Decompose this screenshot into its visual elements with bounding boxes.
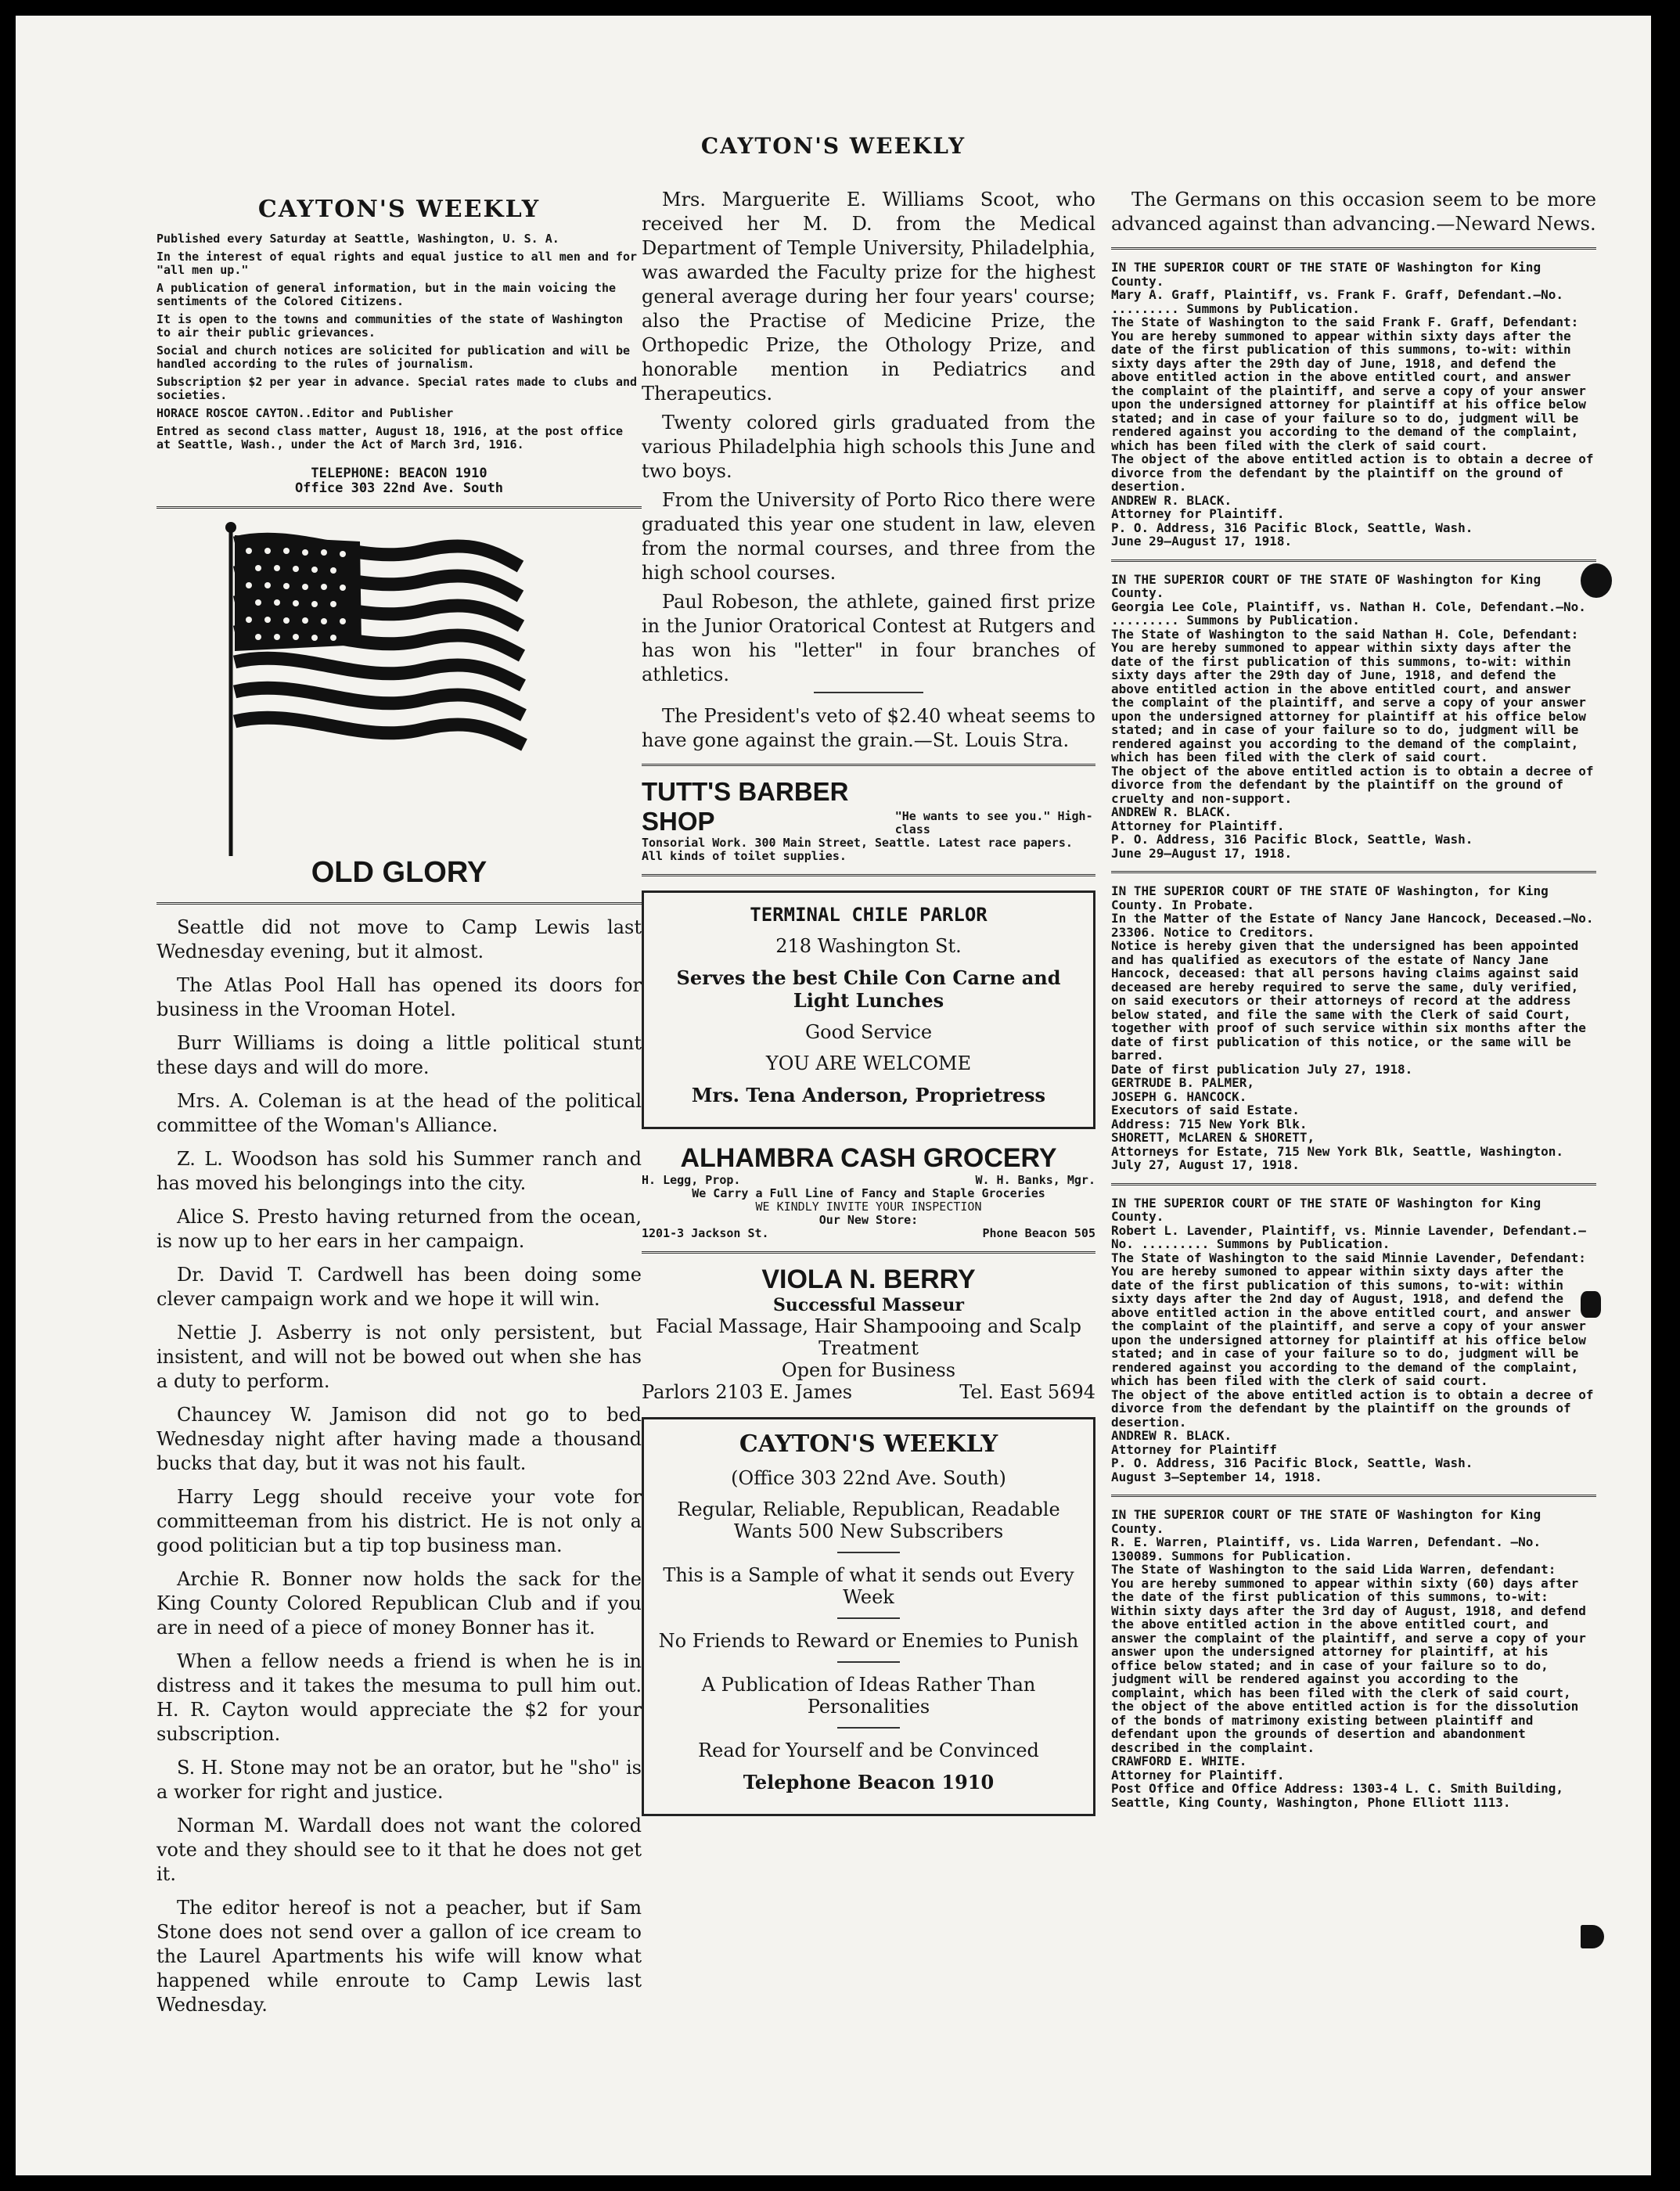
news-item: S. H. Stone may not be an orator, but he "sho" is a worker for right and justice. — [156, 1757, 642, 1803]
divider — [156, 506, 642, 509]
alhambra-title: ALHAMBRA CASH GROCERY — [680, 1143, 1057, 1173]
legal-notice: IN THE SUPERIOR COURT OF THE STATE OF Washington for King County. Georgia Lee Cole, Plaintiff, vs. Nathan H. Cole, Defendant.—No. ......... Summons by Publication. The State of Washington to the said Nathan H. Cole, Defendant: You are hereby summoned to appear within sixty days after the date of the first publication of this summons, to-wit: within sixty days after the 29th day of June, 1918, and defend the above entitled action in the above entitled court, and answer the complaint of the plaintiff, and serve a copy of your answer upon the undersigned attorney for plaintiff at his office below stated; and in case of your failure so to do, judgment will be rendered against you according to the demand of the complaint, which has been filed with the clerk of said court. The object of the above entitled action is to obtain a decree of divorce from the defendant by the plaintiff on the ground of cruelty and non-support. ANDREW R. BLACK. Attorney for Plaintiff. P. O. Address, 316 Pacific Block, Seattle, Wash. June 29—August 17, 1918. — [1111, 571, 1594, 861]
short-rule — [814, 692, 923, 693]
short-rule — [837, 1727, 900, 1729]
viola-tel: Tel. East 5694 — [959, 1381, 1095, 1403]
promo-line: No Friends to Reward or Enemies to Punish — [658, 1630, 1079, 1652]
masthead-line: Subscription $2 per year in advance. Special rates made to clubs and societies. — [156, 375, 638, 402]
masthead-line: In the interest of equal rights and equal justice to all men and for "all men up." — [156, 250, 638, 277]
promo-office: (Office 303 22nd Ave. South) — [731, 1467, 1006, 1489]
viola-ad — [642, 1265, 1095, 1403]
news-item: Seattle did not move to Camp Lewis last Wednesday evening, but it almost. — [156, 916, 642, 962]
news-item: Alice S. Presto having returned from the ocean, is now up to her ears in her campaign. — [156, 1206, 642, 1252]
promo-line: A Publication of Ideas Rather Than Personalities — [701, 1674, 1036, 1718]
news-item: Mrs. Marguerite E. Williams Scoot, who received her M. D. from the Medical Department of Temple University, Philadelphia, was awarded the Faculty prize for the highest general average during her four years' course; also the Practise of Medicine Prize, the Orthopedic Prize, the Othology Prize, and honorable mention in Pediatrics and Therapeutics. — [642, 189, 1095, 405]
us-flag-icon — [156, 520, 642, 856]
tutts-text: Tonsorial Work. 300 Main Street, Seattle. Latest race papers. All kinds of toilet supplies. — [642, 836, 1073, 863]
alhambra-ad — [642, 1143, 1095, 1240]
alhambra-line1: We Carry a Full Line of Fancy and Staple Groceries — [692, 1186, 1045, 1200]
chile-proprietress: Mrs. Tena Anderson, Proprietress — [691, 1084, 1046, 1106]
chile-service: Good Service — [804, 1021, 933, 1043]
viola-open: Open for Business — [781, 1359, 956, 1381]
news-item: The Atlas Pool Hall has opened its doors for business in the Vrooman Hotel. — [156, 974, 642, 1020]
ink-blot — [1581, 563, 1612, 598]
masthead-telephone: TELEPHONE: BEACON 1910 — [311, 466, 487, 481]
masthead-line: Published every Saturday at Seattle, Washington, U. S. A. — [156, 232, 559, 246]
alhambra-line3: Our New Store: — [818, 1213, 919, 1227]
viola-services: Facial Massage, Hair Shampooing and Scalp Treatment — [655, 1315, 1082, 1359]
masthead-title: CAYTON'S WEEKLY — [257, 196, 541, 223]
divider — [642, 1251, 1095, 1254]
column-2-news — [642, 188, 1095, 753]
divider — [642, 764, 1095, 766]
running-head: CAYTON'S WEEKLY — [700, 133, 966, 159]
alhambra-mgr: W. H. Banks, Mgr. — [975, 1173, 1095, 1187]
alhambra-address: 1201-3 Jackson St. — [642, 1226, 769, 1240]
legal-notice: IN THE SUPERIOR COURT OF THE STATE OF Washington, for King County. In Probate. In the Matter of the Estate of Nancy Jane Hancock, Deceased.—No. 23306. Notice to Creditors. Notice is hereby given that the undersigned has been appointed and has qualified as executors of the estate of Nancy Jane Hancock, deceased: that all persons having claims against said deceased are hereby required to serve the same, duly verified, on said executors or their attorneys of record at the address below stated, and file the same with the Clerk of said Court, together with proof of such service within six months after the date of first publication of this notice, or the same will be barred. Date of first publication July 27, 1918. GERTRUDE B. PALMER, JOSEPH G. HANCOCK. Executors of said Estate. Address: 715 New York Blk. SHORETT, McLAREN & SHORETT, Attorneys for Estate, 715 New York Blk, Seattle, Washington. July 27, August 17, 1918. — [1111, 883, 1594, 1172]
divider — [1111, 1183, 1596, 1185]
news-item: Dr. David T. Cardwell has been doing some clever campaign work and we hope it will win. — [156, 1264, 642, 1310]
promo-line: Read for Yourself and be Convinced — [698, 1739, 1039, 1761]
legal-notice: IN THE SUPERIOR COURT OF THE STATE OF Washington for King County. Robert L. Lavender, Plaintiff, vs. Minnie Lavender, Defendant.—No. ......... Summons by Publication. The State of Washington to the said Minnie Lavender, Defendant: You are hereby sumoned to appear within sixty days after the date of the first publication of this sumons, to-wit: within sixty days after the 2nd day of August, 1918, and defend the above entitled action in the above entitled court, and answer the complaint of the plaintiff, and serve a copy of your answer upon the undersigned attorney for plaintiff at his office below stated; and in case of your failure so to do, judgment will be rendered against you according to the demand of the complaint, which has been filed with the clerk of said court. The object of the above entitled action is to obtain a decree of divorce from the defendant by the plaintiff on the grounds of desertion. ANDREW R. BLACK. Attorney for Plaintiff P. O. Address, 316 Pacific Block, Seattle, Wash. August 3—September 14, 1918. — [1111, 1195, 1594, 1484]
flag-illustration — [156, 520, 642, 856]
masthead-line: Social and church notices are solicited for publication and will be handled according to the rules of journalism. — [156, 344, 631, 371]
column-1 — [156, 188, 642, 2027]
promo-telephone: Telephone Beacon 1910 — [743, 1771, 995, 1793]
masthead — [156, 196, 642, 495]
divider — [1111, 247, 1596, 250]
divider — [1111, 1495, 1596, 1497]
alhambra-prop: H. Legg, Prop. — [642, 1173, 741, 1187]
promo-line: This is a Sample of what it sends out Every Week — [663, 1564, 1074, 1608]
caytons-promo-ad — [642, 1417, 1095, 1816]
legal-notice: IN THE SUPERIOR COURT OF THE STATE OF Washington for King County. R. E. Warren, Plaintiff, vs. Lida Warren, Defendant. —No. 130089. Summons for Publication. The State of Washington to the said Lida Warren, defendant: You are hereby summoned to appear within sixty (60) days after the date of the first publication of this summons, to-wit: Within sixty days after the 3rd day of August, 1918, and defend the above entitled action in the above entitled court, and answer the complaint of the plaintiff, and serve a copy of your answer upon the undersigned attorney for plaintiff, at his office below stated; and in case of your failure so to do, judgment will be rendered against you according to the complaint, which has been filed with the clerk of said court, the object of the above entitled action is for the dissolution of the bonds of matrimony existing between plaintiff and defendant upon the grounds of desertion and abandonment described in the complaint. CRAWFORD E. WHITE. Attorney for Plaintiff. Post Office and Office Address: 1303-4 L. C. Smith Building, Seattle, King County, Washington, Phone Elliott 1113. — [1111, 1507, 1586, 1809]
news-item: Paul Robeson, the athlete, gained first prize in the Junior Oratorical Contest at Rutgers and has won his "letter" in four branches of athletics. — [642, 591, 1095, 685]
short-rule — [837, 1617, 900, 1619]
column-2 — [642, 188, 1095, 1830]
ink-blot — [1581, 1291, 1601, 1318]
tutts-tagline: "He wants to see you." High-class — [894, 809, 1093, 836]
news-item: Twenty colored girls graduated from the various Philadelphia high schools this June and two boys. — [642, 412, 1095, 482]
flag-caption: OLD GLORY — [311, 856, 487, 889]
ink-blot — [1581, 1925, 1604, 1948]
germans-note-block — [1111, 188, 1596, 236]
column-3 — [1111, 188, 1596, 1809]
news-item: Nettie J. Asberry is not only persistent, but insistent, and will not be bowed out when she has a duty to perform. — [156, 1322, 642, 1392]
chile-serves: Serves the best Chile Con Carne and Light Lunches — [676, 966, 1061, 1012]
newspaper-page — [16, 16, 1651, 2175]
promo-line: Regular, Reliable, Republican, Readable Wants 500 New Subscribers — [677, 1498, 1060, 1542]
legal-notice: IN THE SUPERIOR COURT OF THE STATE OF Washington for King County. Mary A. Graff, Plaintiff, vs. Frank F. Graff, Defendant.—No. ......... Summons by Publication. The State of Washington to the said Frank F. Graff, Defendant: You are hereby summoned to appear within sixty days after the date of the first publication of this summons, to-wit: within sixty days after the 29th day of June, 1918, and defend the above entitled action in the above entitled court, and answer the complaint of the plaintiff, and serve a copy of your answer upon the undersigned attorney for plaintiff at his office below stated; and in case of your failure so to do, judgment will be rendered against you according to the demand of the complaint, which has been filed with the clerk of said court. The object of the above entitled action is to obtain a decree of divorce from the defendant by the plaintiff on the ground of desertion. ANDREW R. BLACK. Attorney for Plaintiff. P. O. Address, 316 Pacific Block, Seattle, Wash. June 29—August 17, 1918. — [1111, 260, 1594, 549]
masthead-line: Entred as second class matter, August 18, 1916, at the post office at Seattle, Wash., under the Act of March 3rd, 1916. — [156, 424, 624, 452]
masthead-line: HORACE ROSCOE CAYTON..Editor and Publisher — [156, 406, 454, 420]
news-item: Harry Legg should receive your vote for committeeman from his district. He is not only a good politician but a tip top business man. — [156, 1486, 642, 1556]
news-item: Z. L. Woodson has sold his Summer ranch and has moved his belongings into the city. — [156, 1148, 642, 1194]
masthead-line: A publication of general information, but in the main voicing the sentiments of the Colored Citizens. — [156, 281, 616, 308]
news-item: Norman M. Wardall does not want the colored vote and they should see to it that he does not get it. — [156, 1815, 642, 1885]
chile-parlor-ad — [642, 890, 1095, 1129]
alhambra-phone: Phone Beacon 505 — [982, 1226, 1095, 1240]
chile-title: TERMINAL CHILE PARLOR — [750, 904, 987, 926]
news-item: Chauncey W. Jamison did not go to bed Wednesday night after having made a thousand bucks that day, but it was not his fault. — [156, 1404, 642, 1474]
germans-note: The Germans on this occasion seem to be more advanced against than advancing.—Neward News. — [1111, 189, 1596, 235]
news-item: The editor hereof is not a peacher, but if Sam Stone does not send over a gallon of ice cream to the Laurel Apartments his wife will know what happened while enroute to Camp Lewis last Wednesday. — [156, 1897, 642, 2016]
news-item: Burr Williams is doing a little political stunt these days and will do more. — [156, 1032, 642, 1078]
promo-title: CAYTON'S WEEKLY — [739, 1430, 998, 1458]
alhambra-line2: WE KINDLY INVITE YOUR INSPECTION — [755, 1200, 982, 1214]
divider — [156, 902, 642, 905]
short-rule — [837, 1552, 900, 1553]
viola-subtitle: Successful Masseur — [773, 1295, 964, 1315]
divider — [642, 874, 1095, 876]
chile-welcome: YOU ARE WELCOME — [765, 1052, 972, 1074]
masthead-line: It is open to the towns and communities of the state of Washington to air their public grievances. — [156, 312, 624, 340]
news-item: From the University of Porto Rico there were graduated this year one student in law, eleven from the normal courses, and three from the high school courses. — [642, 489, 1095, 584]
tutts-name: TUTT'S BARBER SHOP — [642, 777, 849, 836]
local-news — [156, 916, 642, 2017]
news-item: Mrs. A. Coleman is at the head of the political committee of the Woman's Alliance. — [156, 1090, 642, 1136]
news-item: When a fellow needs a friend is when he is in distress and it takes the mesuma to pull him out. H. R. Cayton would appreciate the $2 for your subscription. — [156, 1650, 642, 1745]
viola-parlors: Parlors 2103 E. James — [642, 1381, 853, 1403]
chile-address: 218 Washington St. — [775, 935, 962, 957]
masthead-office: Office 303 22nd Ave. South — [294, 480, 504, 496]
viola-title: VIOLA N. BERRY — [761, 1265, 976, 1294]
veto-note: The President's veto of $2.40 wheat seems to have gone against the grain.—St. Louis Stra. — [642, 705, 1095, 751]
tutts-ad — [642, 777, 1095, 863]
divider — [1111, 559, 1596, 562]
news-item: Archie R. Bonner now holds the sack for the King County Colored Republican Club and if you are in need of a piece of money Bonner has it. — [156, 1568, 642, 1639]
divider — [1111, 871, 1596, 873]
short-rule — [837, 1661, 900, 1663]
